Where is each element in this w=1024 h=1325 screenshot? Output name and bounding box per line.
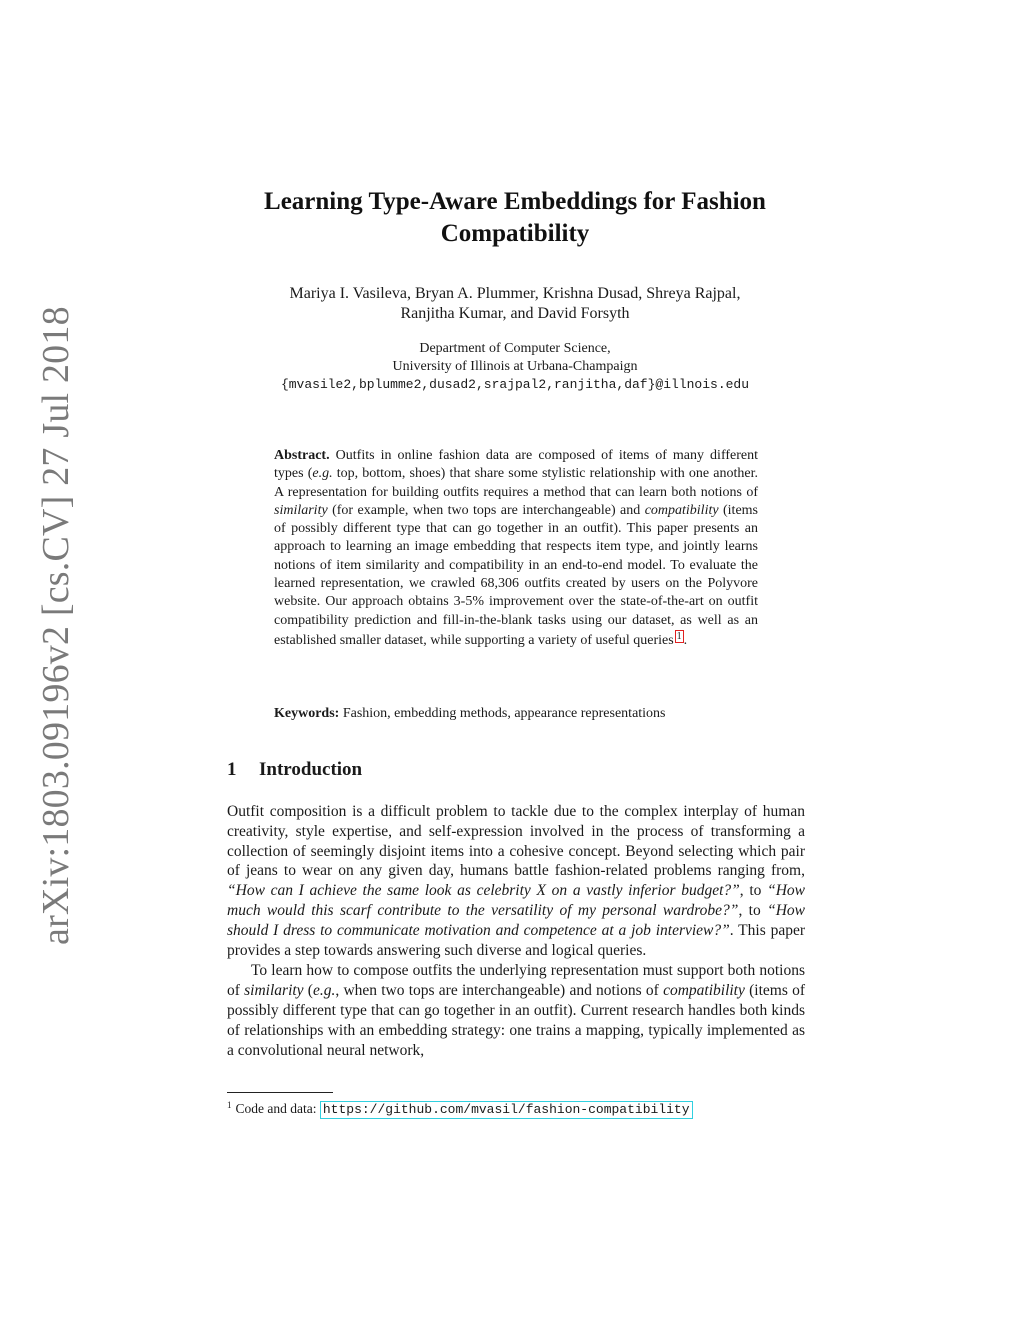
text-span: , to [739,882,768,900]
emphasis: similarity [244,982,304,1000]
title-line: Compatibility [440,220,590,247]
paper-title [200,186,830,250]
footnote-mark: 1 [227,1100,232,1110]
affiliation-university: University of Illinois at Urbana-Champaign [392,359,638,374]
paragraph [227,961,805,1060]
section-heading [227,758,362,782]
abstract-label: Abstract. [274,448,330,463]
introduction-body [227,802,805,1060]
keywords-text: Fashion, embedding methods, appearance representations [339,706,666,721]
paragraph [227,802,805,960]
keywords-label: Keywords: [274,706,340,721]
abstract-text: (items of possibly different type that can go together in an outfit). This paper presents an approach to learning an image embedding that respects item type, and jointly learns notions of item similarity and compatibility in an end-to-end model. To evaluate the learned representation, we crawled 68,306 outfits created by users on the Polyvore website. Our approach obtains 3-5% improvement over the state-of-the-art on outfit compatibility prediction and fill-in-the-blank tasks using our dataset, as well as an established smaller dataset, while supporting a variety of useful queries [274,502,758,648]
section-number: 1 [227,759,237,780]
abstract [274,447,758,650]
affiliation-department: Department of Computer Science, [419,341,611,356]
code-repository-link[interactable]: https://github.com/mvasil/fashion-compatibility [320,1101,693,1119]
text-span: ( [303,982,313,1000]
authors-line: Mariya I. Vasileva, Bryan A. Plummer, Krishna Dusad, Shreya Rajpal, [289,285,741,302]
text-span: , when two tops are interchangeable) and notions of [335,982,664,1000]
abstract-text: (for example, when two tops are interchangeable) and [327,502,645,518]
text-span: . This paper provides a step towards answering such diverse and logical queries. [227,921,805,959]
footnote-text: Code and data: [235,1101,320,1116]
quote: “How should I dress to communicate motivation and competence at a job interview?” [227,901,806,939]
author-emails: {mvasile2,bplumme2,dusad2,srajpal2,ranjitha,daf}@illnois.edu [280,377,750,392]
abstract-text: Outfits in online fashion data are composed of items of many different types ( [274,448,759,482]
emphasis: e.g. [312,982,336,1000]
section-title: Introduction [259,759,363,780]
footnote [227,1096,693,1119]
arxiv-identifier: arXiv:1803.09196v2 [cs.CV] 27 Jul 2018 [35,306,77,945]
text-span: To learn how to compose outfits the underlying representation must support both notions of [227,962,805,1000]
text-span: (items of possibly different type that can go together in an outfit). Current research handles both kinds of relationships with an embedding strategy: one trains a mapping, typically implemented as a convolutional neural network, [227,982,805,1059]
author-list [220,284,810,324]
abstract-compatibility: compatibility [644,502,719,518]
footnote-reference-link[interactable]: 1 [676,630,682,642]
text-span: , to [738,901,768,919]
quote: “How much would this scarf contribute to the versatility of my personal wardrobe?” [227,882,805,919]
abstract-similarity: similarity [274,502,328,518]
authors-line: Ranjitha Kumar, and David Forsyth [400,305,630,322]
emphasis: compatibility [663,982,745,1000]
abstract-text: top, bottom, shoes) that share some stylistic relationship with one another. A representation for building outfits requires a method that can learn both notions of [274,466,758,500]
quote: “How can I achieve the same look as celebrity X on a vastly inferior budget?” [227,882,740,900]
title-line: Learning Type-Aware Embeddings for Fashion [264,188,766,215]
abstract-end: . [683,632,688,648]
text-span: Outfit composition is a difficult problem to tackle due to the complex interplay of human creativity, style expertise, and self-expression involved in the process of transforming a collection of seemingly disjoint items into a cohesive concept. Beyond selecting which pair of jeans to wear on any given day, humans battle fashion-related problems ranging from, [227,803,805,880]
keywords [274,705,758,723]
footnote-divider [227,1092,333,1093]
abstract-eg: e.g. [312,466,333,482]
affiliation [220,340,810,394]
